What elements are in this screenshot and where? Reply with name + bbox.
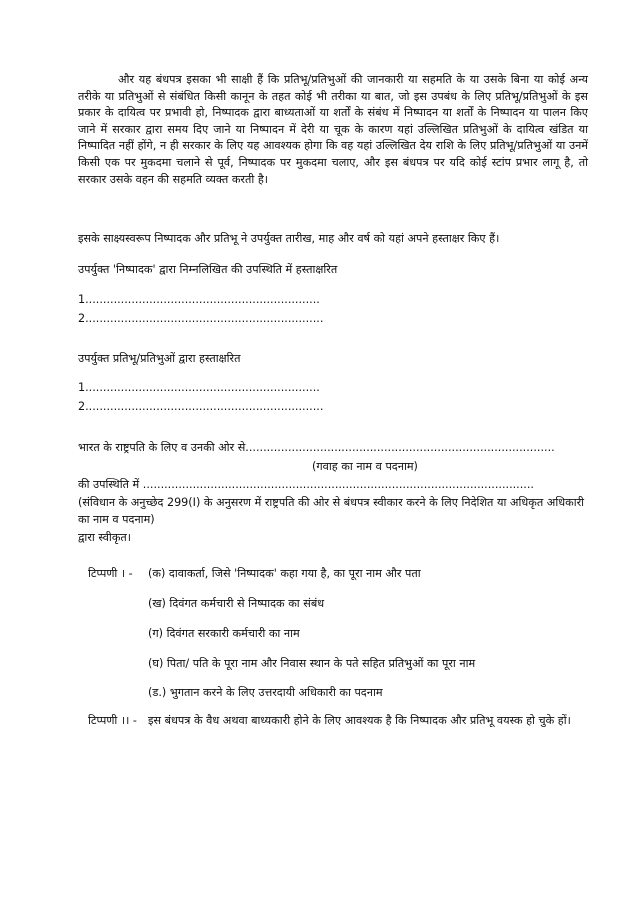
witness-name-caption: (गवाह का नाम व पदनाम) [312, 460, 418, 473]
note-2-label: टिप्पणी ।। - [88, 714, 137, 727]
accepted-by: द्वारा स्वीकृत। [78, 531, 132, 544]
note-1-item-kha: (ख) दिवंगत कर्मचारी से निष्पादक का संबंध [148, 597, 325, 610]
note-1-item-ga: (ग) दिवंगत सरकारी कर्मचारी का नाम [148, 627, 300, 640]
executor-signed-heading: उपर्युक्त 'निष्पादक' द्वारा निम्नलिखित की उपस्थिति में हस्ताक्षरित [78, 263, 338, 276]
note-1-item-da: (ड.) भुगतान करने के लिए उत्तरदायी अधिकारी का पदनाम [148, 686, 383, 699]
surety-signature-line-1: 1.................................................................. [78, 381, 320, 394]
note-1-item-ka: (क) दावाकर्ता, जिसे 'निष्पादक' कहा गया है, का पूरा नाम और पता [148, 567, 421, 580]
executor-signature-line-1: 1.................................................................. [78, 293, 320, 306]
main-paragraph [78, 72, 588, 188]
note-2-text: इस बंधपत्र के वैध अथवा बाध्यकारी होने के लिए आवश्यक है कि निष्पादक और प्रतिभू वयस्क हो चुके हों। [148, 714, 571, 727]
president-line: भारत के राष्ट्रपति के लिए व उनकी ओर से....................................................................................... [78, 441, 555, 454]
note-1-label: टिप्पणी । - [88, 567, 133, 580]
main-paragraph-text: और यह बंधपत्र इसका भी साक्षी हैं कि प्रतिभू/प्रतिभुओं की जानकारी या सहमति के या उसके बिना या कोई अन्य तरीके या प्रतिभुओं से संबंधित किसी कानून के तहत कोई भी तरीका या बात, जो इस उपबंध के लिए प्रतिभू/प्रतिभुओं के इस प्रकार के दायित्व पर प्रभावी हो, निष्पादक द्वारा बाध्यताओं या शर्तों के संबंध में निष्पादन या शर्तों के निष्पादन या पालन किए जाने में सरकार द्वारा समय दिए जाने या निष्पादन में देरी या चूक के कारण यहां उल्लिखित प्रतिभुओं के दायित्व खंडित या निष्पादित नहीं होंगे, न ही सरकार के लिए यह आवश्यक होगा कि वह यहां उल्लिखित देय राशि के लिए प्रतिभू/प्रतिभुओं या उनमें किसी एक पर मुकदमा चलाने से पूर्व, निष्पादक पर मुकदमा चलाए, और इस बंधपत्र पर यदि कोई स्टांप प्रभार लागू है, तो सरकार उसके वहन की सहमति व्यक्त करती है। [78, 73, 588, 186]
presence-line: की उपस्थिति में .............................................................................................................. [78, 478, 534, 491]
sureties-signed-heading: उपर्युक्त प्रतिभू/प्रतिभुओं द्वारा हस्ताक्षरित [78, 352, 241, 365]
officer-note: (संविधान के अनुच्छेद 299(I) के अनुसरण में राष्ट्रपति की ओर से बंधपत्र स्वीकार करने के लिए निदेशित या अधिकृत अधिकारी का नाम व पदनाम) [78, 496, 585, 526]
surety-signature-line-2: 2................................................................... [78, 400, 324, 413]
witness-statement: इसके साक्ष्यस्वरूप निष्पादक और प्रतिभू ने उपर्युक्त तारीख, माह और वर्ष को यहां अपने हस्ताक्षर किए हैं। [78, 232, 500, 245]
executor-signature-line-2: 2................................................................... [78, 312, 324, 325]
note-1-item-gha: (घ) पिता/ पति के पूरा नाम और निवास स्थान के पते सहित प्रतिभुओं का पूरा नाम [148, 657, 476, 670]
